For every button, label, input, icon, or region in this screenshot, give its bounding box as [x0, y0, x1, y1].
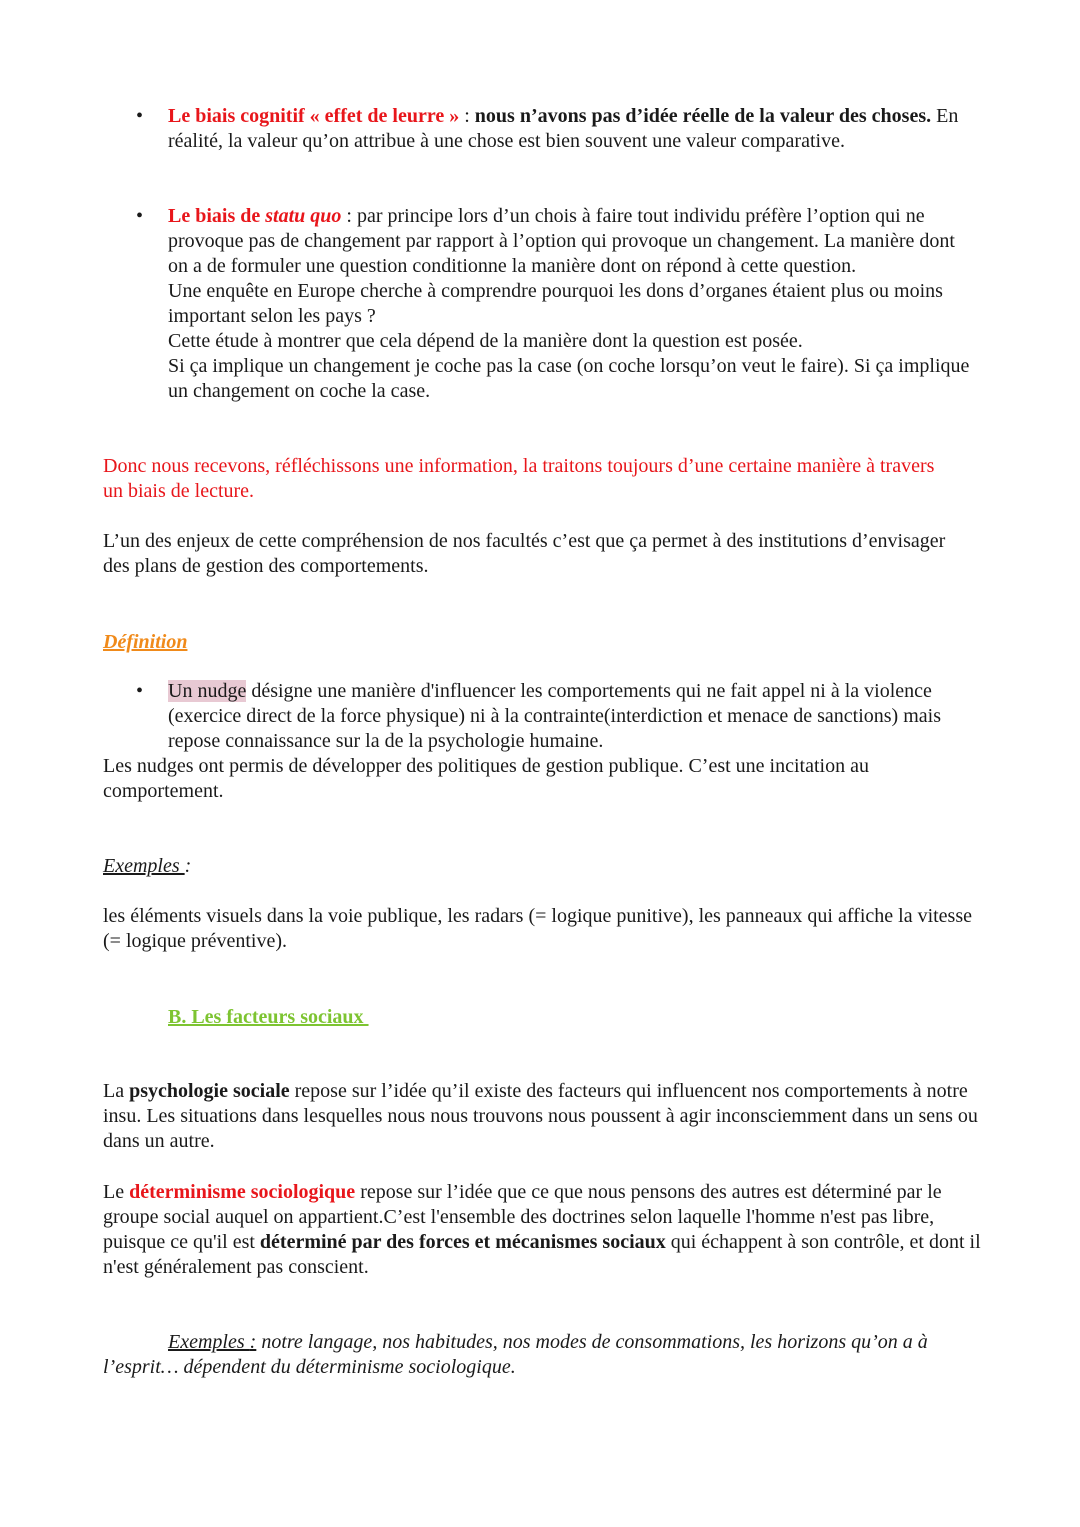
section-b-heading: B. Les facteurs sociaux	[168, 1006, 369, 1028]
term-statu-quo: Le biais de statu quo	[168, 205, 342, 227]
statu-quo-line: Si ça implique un changement je coche pas la case (on coche lorsqu’on veut le faire). Si ça implique un changement on coche la case.	[168, 355, 970, 402]
examples-heading: Exemples :	[103, 855, 192, 877]
definition-heading: Définition	[103, 631, 188, 653]
bullet-marker: •	[136, 680, 144, 702]
nudge-highlight: Un nudge	[168, 680, 247, 702]
conclusion-paragraph: Donc nous recevons, réfléchissons une information, la traitons toujours d’une certaine manière à travers un biais de lecture.	[103, 455, 935, 502]
statu-quo-line: Une enquête en Europe cherche à comprendre pourquoi les dons d’organes étaient plus ou moins important selon les pays ?	[168, 280, 943, 327]
examples-paragraph: les éléments visuels dans la voie publique, les radars (= logique punitive), les panneaux qui affiche la vitesse (= logique préventive).	[103, 905, 973, 952]
nudges-paragraph: Les nudges ont permis de développer des politiques de gestion publique. C’est une incitation au comportement.	[103, 755, 869, 802]
bullet-effet-de-leurre: • Le biais cognitif « effet de leurre » : nous n’avons pas d’idée réelle de la valeur des choses. En réalité, la valeur qu’on attribue à une chose est bien souvent une valeur comparative.	[136, 105, 959, 152]
bullet-marker: •	[136, 105, 144, 127]
bullet-statu-quo: • Le biais de statu quo : par principe lors d’un chois à faire tout individu préfère l’option qui ne provoque pas de changement par rapport à l’option qui provoque un changement. La manière dont on a de formuler une question conditionne la manière dont on répond à cette question. Une enquête en Europe cherche à comprendre pourquoi les dons d’organes étaient plus ou moins important selon les pays ? Cette étude à montrer que cela dépend de la manière dont la question est posée. Si ça implique un changement je coche pas la case (on coche lorsqu’on veut le faire). Si ça implique un changement on coche la case.	[168, 204, 973, 404]
term-effet-de-leurre: Le biais cognitif « effet de leurre »	[168, 105, 460, 127]
statu-quo-line: Cette étude à montrer que cela dépend de la manière dont la question est posée.	[168, 330, 803, 352]
determinisme-paragraph: Le déterminisme sociologique repose sur l’idée que ce que nous pensons des autres est déterminé par le groupe social auquel on appartient.C’est l'ensemble des doctrines selon laquelle l'homme n'est pas libre, puisque ce qu'il est déterminé par des forces et mécanismes sociaux qui échappent à son contrôle, et dont il n'est généralement pas conscient.	[103, 1181, 981, 1278]
bullet-marker: •	[136, 205, 144, 227]
examples-determinisme-paragraph: Exemples : notre langage, nos habitudes, nos modes de consommations, les horizons qu’on a à l’esprit… dépendent du déterminisme sociologique.	[103, 1331, 928, 1378]
enjeux-paragraph: L’un des enjeux de cette compréhension de nos facultés c’est que ça permet à des institutions d’envisager des plans de gestion des comportements.	[103, 530, 946, 577]
psychologie-sociale-paragraph: La psychologie sociale repose sur l’idée qu’il existe des facteurs qui influencent nos comportements à notre insu. Les situations dans lesquelles nous nous trouvons nous poussent à agir inconsciemment dans un sens ou dans un autre.	[103, 1080, 978, 1152]
bullet-nudge: • Un nudge désigne une manière d'influencer les comportements qui ne fait appel ni à la violence (exercice direct de la force physique) ni à la contrainte(interdiction et menace de sanctions) mais repose connaissance sur la de la psychologie humaine.	[136, 680, 941, 752]
